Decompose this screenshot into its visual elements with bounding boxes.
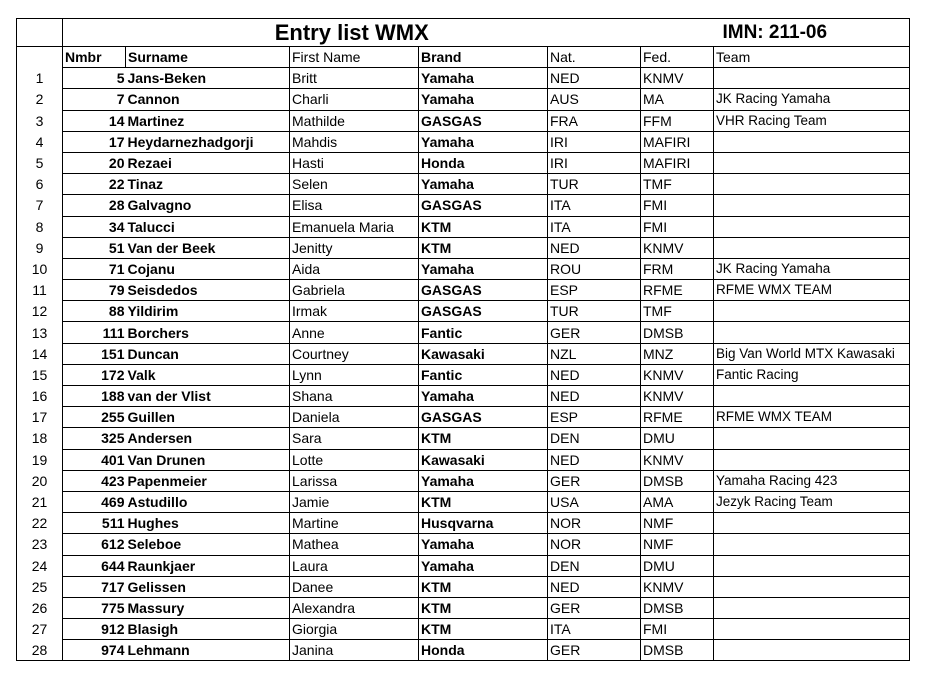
first-name-cell: Sara [290, 428, 419, 449]
first-name-cell: Mahdis [290, 131, 419, 152]
row-index: 25 [17, 576, 63, 597]
surname-cell: Valk [126, 364, 290, 385]
table-row [17, 152, 910, 173]
nat-cell: ITA [548, 216, 641, 237]
surname-cell: Duncan [126, 343, 290, 364]
team-cell [714, 619, 910, 640]
table-row [17, 555, 910, 576]
first-name-cell: Daniela [290, 407, 419, 428]
surname-cell: Tinaz [126, 174, 290, 195]
team-cell [714, 68, 910, 89]
fed-cell: MAFIRI [641, 152, 714, 173]
nat-cell: NOR [548, 513, 641, 534]
row-index: 8 [17, 216, 63, 237]
first-name-cell: Mathilde [290, 110, 419, 131]
surname-cell: Jans-Beken [126, 68, 290, 89]
fed-cell: FMI [641, 216, 714, 237]
team-cell: Big Van World MTX Kawasaki [714, 343, 910, 364]
surname-cell: Seleboe [126, 534, 290, 555]
first-name-cell: Lotte [290, 449, 419, 470]
row-index: 4 [17, 131, 63, 152]
fed-cell: KNMV [641, 364, 714, 385]
fed-cell: FRM [641, 258, 714, 279]
first-name-cell: Laura [290, 555, 419, 576]
table-row [17, 597, 910, 618]
nmbr-cell: 717 [63, 576, 126, 597]
team-cell [714, 597, 910, 618]
first-name-cell: Irmak [290, 301, 419, 322]
nmbr-cell: 644 [63, 555, 126, 576]
nmbr-cell: 511 [63, 513, 126, 534]
brand-cell: KTM [419, 216, 548, 237]
header-brand: Brand [419, 47, 548, 68]
nmbr-cell: 401 [63, 449, 126, 470]
row-index: 5 [17, 152, 63, 173]
brand-cell: GASGAS [419, 407, 548, 428]
row-index: 18 [17, 428, 63, 449]
nmbr-cell: 17 [63, 131, 126, 152]
brand-cell: Fantic [419, 322, 548, 343]
table-row [17, 216, 910, 237]
team-cell: Yamaha Racing 423 [714, 470, 910, 491]
table-row [17, 258, 910, 279]
nat-cell: FRA [548, 110, 641, 131]
nat-cell: GER [548, 597, 641, 618]
fed-cell: KNMV [641, 237, 714, 258]
nmbr-cell: 775 [63, 597, 126, 618]
team-cell [714, 449, 910, 470]
nat-cell: ESP [548, 280, 641, 301]
row-index: 26 [17, 597, 63, 618]
surname-cell: Heydarnezhadgorji [126, 131, 290, 152]
surname-cell: Gelissen [126, 576, 290, 597]
team-cell: Fantic Racing [714, 364, 910, 385]
page-title: Entry list WMX [63, 19, 641, 47]
entry-list-table [16, 18, 910, 661]
nat-cell: NED [548, 449, 641, 470]
column-header-row [17, 47, 910, 68]
first-name-cell: Hasti [290, 152, 419, 173]
nmbr-cell: 469 [63, 491, 126, 512]
nmbr-cell: 51 [63, 237, 126, 258]
table-row [17, 195, 910, 216]
title-row [17, 19, 910, 47]
row-index: 1 [17, 68, 63, 89]
surname-cell: Borchers [126, 322, 290, 343]
row-index: 21 [17, 491, 63, 512]
brand-cell: KTM [419, 576, 548, 597]
fed-cell: FMI [641, 619, 714, 640]
nmbr-cell: 20 [63, 152, 126, 173]
first-name-cell: Gabriela [290, 280, 419, 301]
brand-cell: Fantic [419, 364, 548, 385]
nat-cell: ITA [548, 195, 641, 216]
nmbr-cell: 255 [63, 407, 126, 428]
brand-cell: Yamaha [419, 174, 548, 195]
fed-cell: FFM [641, 110, 714, 131]
surname-cell: Andersen [126, 428, 290, 449]
table-row [17, 68, 910, 89]
nmbr-cell: 5 [63, 68, 126, 89]
corner-cell [17, 19, 63, 47]
surname-cell: Cannon [126, 89, 290, 110]
table-row [17, 619, 910, 640]
header-fed: Fed. [641, 47, 714, 68]
surname-cell: Lehmann [126, 640, 290, 661]
team-cell: JK Racing Yamaha [714, 258, 910, 279]
nat-cell: TUR [548, 301, 641, 322]
team-cell: VHR Racing Team [714, 110, 910, 131]
entry-list-sheet [16, 18, 909, 661]
surname-cell: Van der Beek [126, 237, 290, 258]
row-index: 15 [17, 364, 63, 385]
surname-cell: Guillen [126, 407, 290, 428]
fed-cell: NMF [641, 534, 714, 555]
nat-cell: USA [548, 491, 641, 512]
row-index: 19 [17, 449, 63, 470]
fed-cell: DMSB [641, 322, 714, 343]
nmbr-cell: 34 [63, 216, 126, 237]
nat-cell: TUR [548, 174, 641, 195]
team-cell [714, 152, 910, 173]
brand-cell: KTM [419, 491, 548, 512]
nmbr-cell: 22 [63, 174, 126, 195]
imn-label: IMN: 211-06 [641, 19, 910, 47]
fed-cell: RFME [641, 280, 714, 301]
first-name-cell: Larissa [290, 470, 419, 491]
brand-cell: Yamaha [419, 386, 548, 407]
nmbr-cell: 88 [63, 301, 126, 322]
nmbr-cell: 172 [63, 364, 126, 385]
first-name-cell: Lynn [290, 364, 419, 385]
first-name-cell: Selen [290, 174, 419, 195]
nat-cell: GER [548, 640, 641, 661]
fed-cell: DMSB [641, 597, 714, 618]
team-cell [714, 428, 910, 449]
brand-cell: Honda [419, 640, 548, 661]
table-row [17, 301, 910, 322]
first-name-cell: Martine [290, 513, 419, 534]
header-surname: Surname [126, 47, 290, 68]
row-index: 9 [17, 237, 63, 258]
surname-cell: Galvagno [126, 195, 290, 216]
brand-cell: GASGAS [419, 110, 548, 131]
nmbr-cell: 912 [63, 619, 126, 640]
row-index: 2 [17, 89, 63, 110]
nmbr-cell: 612 [63, 534, 126, 555]
nmbr-cell: 7 [63, 89, 126, 110]
table-row [17, 174, 910, 195]
fed-cell: TMF [641, 301, 714, 322]
fed-cell: NMF [641, 513, 714, 534]
first-name-cell: Danee [290, 576, 419, 597]
first-name-cell: Britt [290, 68, 419, 89]
team-cell: JK Racing Yamaha [714, 89, 910, 110]
team-cell [714, 576, 910, 597]
header-team: Team [714, 47, 910, 68]
table-row [17, 386, 910, 407]
table-row [17, 534, 910, 555]
surname-cell: Seisdedos [126, 280, 290, 301]
header-nmbr: Nmbr [63, 47, 126, 68]
table-row [17, 131, 910, 152]
surname-cell: van der Vlist [126, 386, 290, 407]
first-name-cell: Shana [290, 386, 419, 407]
fed-cell: DMU [641, 555, 714, 576]
brand-cell: KTM [419, 428, 548, 449]
brand-cell: Yamaha [419, 89, 548, 110]
nmbr-cell: 325 [63, 428, 126, 449]
table-row [17, 513, 910, 534]
surname-cell: Papenmeier [126, 470, 290, 491]
nmbr-cell: 71 [63, 258, 126, 279]
nat-cell: ESP [548, 407, 641, 428]
first-name-cell: Elisa [290, 195, 419, 216]
surname-cell: Yildirim [126, 301, 290, 322]
fed-cell: MA [641, 89, 714, 110]
team-cell: RFME WMX TEAM [714, 280, 910, 301]
brand-cell: KTM [419, 619, 548, 640]
brand-cell: Yamaha [419, 534, 548, 555]
nat-cell: NED [548, 68, 641, 89]
nat-cell: IRI [548, 131, 641, 152]
team-cell [714, 174, 910, 195]
surname-cell: Blasigh [126, 619, 290, 640]
table-row [17, 237, 910, 258]
brand-cell: Yamaha [419, 258, 548, 279]
nmbr-cell: 151 [63, 343, 126, 364]
first-name-cell: Aida [290, 258, 419, 279]
row-index: 13 [17, 322, 63, 343]
first-name-cell: Emanuela Maria [290, 216, 419, 237]
fed-cell: MAFIRI [641, 131, 714, 152]
brand-cell: Honda [419, 152, 548, 173]
team-cell [714, 322, 910, 343]
brand-cell: KTM [419, 597, 548, 618]
row-index: 14 [17, 343, 63, 364]
team-cell [714, 237, 910, 258]
header-index-cell [17, 47, 63, 68]
table-row [17, 576, 910, 597]
first-name-cell: Courtney [290, 343, 419, 364]
team-cell: Jezyk Racing Team [714, 491, 910, 512]
header-first-name: First Name [290, 47, 419, 68]
first-name-cell: Jenitty [290, 237, 419, 258]
row-index: 28 [17, 640, 63, 661]
nat-cell: NED [548, 576, 641, 597]
table-row [17, 110, 910, 131]
brand-cell: Yamaha [419, 555, 548, 576]
row-index: 17 [17, 407, 63, 428]
fed-cell: KNMV [641, 68, 714, 89]
first-name-cell: Alexandra [290, 597, 419, 618]
nmbr-cell: 111 [63, 322, 126, 343]
row-index: 16 [17, 386, 63, 407]
row-index: 12 [17, 301, 63, 322]
team-cell [714, 386, 910, 407]
nat-cell: GER [548, 322, 641, 343]
brand-cell: GASGAS [419, 301, 548, 322]
row-index: 22 [17, 513, 63, 534]
row-index: 3 [17, 110, 63, 131]
surname-cell: Rezaei [126, 152, 290, 173]
first-name-cell: Janina [290, 640, 419, 661]
nmbr-cell: 423 [63, 470, 126, 491]
brand-cell: GASGAS [419, 280, 548, 301]
table-row [17, 407, 910, 428]
fed-cell: DMSB [641, 640, 714, 661]
table-row [17, 640, 910, 661]
team-cell [714, 195, 910, 216]
header-nat: Nat. [548, 47, 641, 68]
row-index: 20 [17, 470, 63, 491]
fed-cell: AMA [641, 491, 714, 512]
table-row [17, 428, 910, 449]
first-name-cell: Jamie [290, 491, 419, 512]
nat-cell: NOR [548, 534, 641, 555]
nat-cell: ROU [548, 258, 641, 279]
brand-cell: GASGAS [419, 195, 548, 216]
nmbr-cell: 79 [63, 280, 126, 301]
table-row [17, 89, 910, 110]
fed-cell: FMI [641, 195, 714, 216]
team-cell [714, 131, 910, 152]
surname-cell: Cojanu [126, 258, 290, 279]
nat-cell: AUS [548, 89, 641, 110]
brand-cell: Kawasaki [419, 449, 548, 470]
first-name-cell: Charli [290, 89, 419, 110]
nat-cell: DEN [548, 428, 641, 449]
row-index: 10 [17, 258, 63, 279]
nmbr-cell: 188 [63, 386, 126, 407]
fed-cell: TMF [641, 174, 714, 195]
table-row [17, 449, 910, 470]
team-cell [714, 301, 910, 322]
brand-cell: Yamaha [419, 131, 548, 152]
surname-cell: Van Drunen [126, 449, 290, 470]
nat-cell: DEN [548, 555, 641, 576]
table-row [17, 470, 910, 491]
team-cell [714, 216, 910, 237]
team-cell [714, 640, 910, 661]
nat-cell: IRI [548, 152, 641, 173]
team-cell [714, 513, 910, 534]
brand-cell: KTM [419, 237, 548, 258]
fed-cell: KNMV [641, 449, 714, 470]
nmbr-cell: 28 [63, 195, 126, 216]
fed-cell: DMU [641, 428, 714, 449]
row-index: 23 [17, 534, 63, 555]
row-index: 27 [17, 619, 63, 640]
table-row [17, 280, 910, 301]
surname-cell: Massury [126, 597, 290, 618]
row-index: 11 [17, 280, 63, 301]
brand-cell: Kawasaki [419, 343, 548, 364]
nmbr-cell: 14 [63, 110, 126, 131]
team-cell [714, 534, 910, 555]
nat-cell: NZL [548, 343, 641, 364]
team-cell [714, 555, 910, 576]
nat-cell: NED [548, 386, 641, 407]
fed-cell: DMSB [641, 470, 714, 491]
table-row [17, 322, 910, 343]
surname-cell: Astudillo [126, 491, 290, 512]
brand-cell: Husqvarna [419, 513, 548, 534]
fed-cell: MNZ [641, 343, 714, 364]
first-name-cell: Giorgia [290, 619, 419, 640]
nmbr-cell: 974 [63, 640, 126, 661]
nat-cell: NED [548, 364, 641, 385]
row-index: 7 [17, 195, 63, 216]
brand-cell: Yamaha [419, 470, 548, 491]
surname-cell: Talucci [126, 216, 290, 237]
nat-cell: NED [548, 237, 641, 258]
row-index: 24 [17, 555, 63, 576]
team-cell: RFME WMX TEAM [714, 407, 910, 428]
fed-cell: KNMV [641, 386, 714, 407]
table-row [17, 343, 910, 364]
nat-cell: ITA [548, 619, 641, 640]
nat-cell: GER [548, 470, 641, 491]
surname-cell: Martinez [126, 110, 290, 131]
surname-cell: Hughes [126, 513, 290, 534]
table-row [17, 491, 910, 512]
table-row [17, 364, 910, 385]
first-name-cell: Mathea [290, 534, 419, 555]
surname-cell: Raunkjaer [126, 555, 290, 576]
brand-cell: Yamaha [419, 68, 548, 89]
row-index: 6 [17, 174, 63, 195]
first-name-cell: Anne [290, 322, 419, 343]
fed-cell: KNMV [641, 576, 714, 597]
fed-cell: RFME [641, 407, 714, 428]
